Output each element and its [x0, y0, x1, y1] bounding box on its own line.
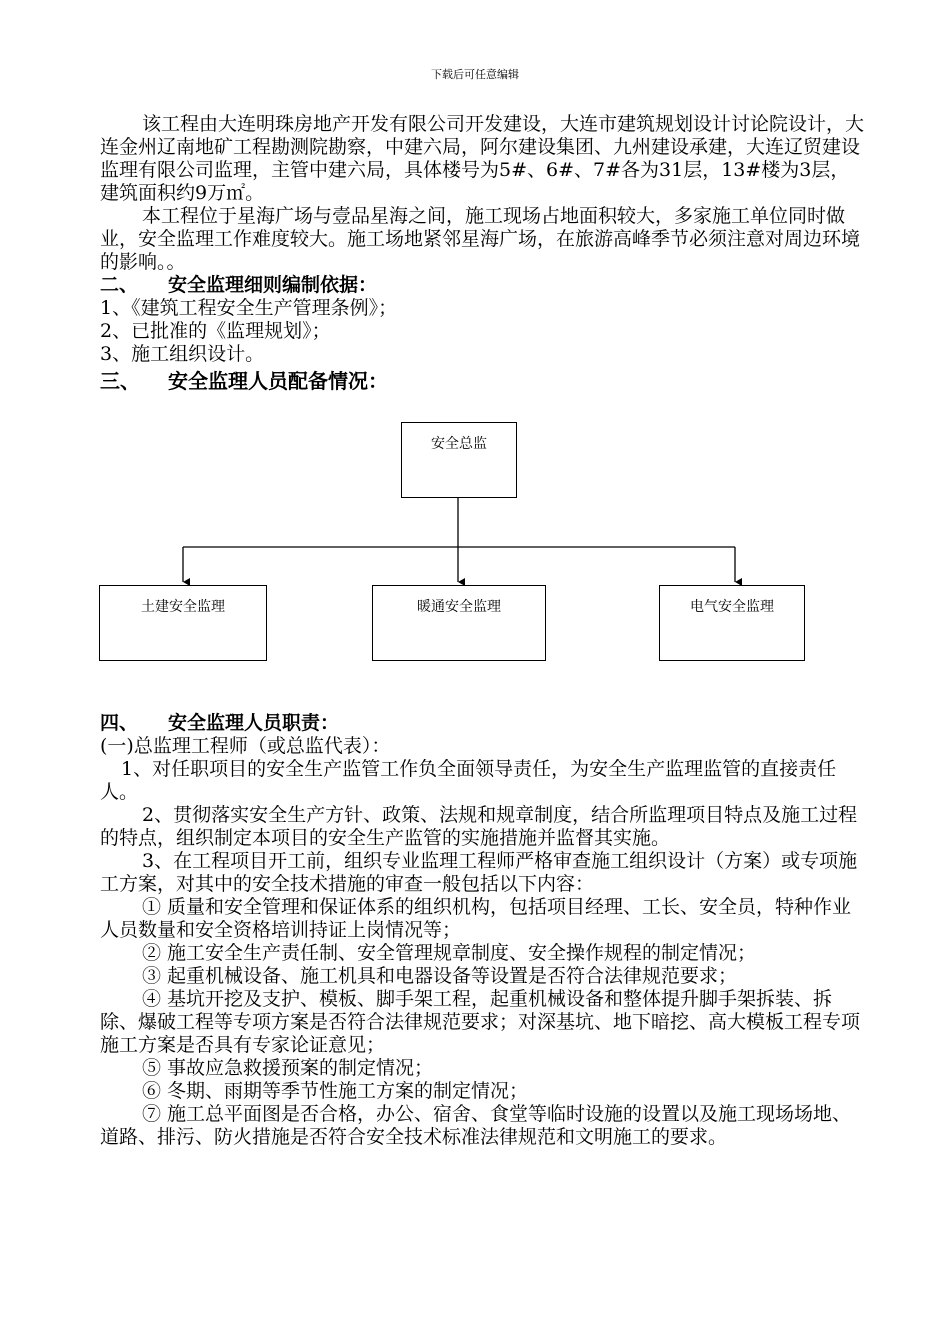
section-4 — [100, 712, 865, 1149]
intro-paragraph-2: 本工程位于星海广场与壹品星海之间，施工现场占地面积较大，多家施工单位同时做业，安全监理工作难度较大。施工场地紧邻星海广场，在旅游高峰季节必须注意对周边环境的影响。。 — [100, 205, 861, 273]
section-4-heading — [100, 712, 865, 735]
review-item: ⑦ 施工总平面图是否合格，办公、宿舍、食堂等临时设施的设置以及施工现场场地、道路、排污、防火措施是否符合安全技术标准法律规范和文明施工的要求。 — [100, 1103, 852, 1148]
review-item: ⑤ 事故应急救援预案的制定情况； — [142, 1057, 434, 1079]
org-box-civil: 土建安全监理 — [99, 585, 267, 661]
section-3-number: 三、 — [100, 369, 140, 393]
review-item: ① 质量和安全管理和保证体系的组织机构，包括项目经理、工长、安全员，特种作业人员数量和安全资格培训持证上岗情况等； — [100, 896, 852, 941]
review-item: ⑥ 冬期、雨期等季节性施工方案的制定情况； — [142, 1080, 529, 1102]
section-3-heading — [100, 370, 865, 393]
org-chart — [95, 420, 815, 665]
org-box-top: 安全总监 — [401, 422, 517, 498]
section-2-heading — [100, 274, 865, 297]
duty-paragraph-1: 1、对任职项目的安全生产监管工作负全面领导责任，为安全生产监理监管的直接责任人。 — [100, 758, 837, 803]
duty-paragraph-3: 3、在工程项目开工前，组织专业监理工程师严格审查施工组织设计（方案）或专项施工方案，对其中的安全技术措施的审查一般包括以下内容： — [100, 850, 858, 895]
review-item: ② 施工安全生产责任制、安全管理规章制度、安全操作规程的制定情况； — [142, 942, 757, 964]
basis-item: 3、施工组织设计。 — [100, 343, 265, 365]
org-box-hvac: 暖通安全监理 — [372, 585, 546, 661]
intro-section — [100, 113, 865, 393]
basis-item: 2、已批准的《监理规划》； — [100, 320, 331, 342]
section-3-title: 安全监理人员配备情况： — [168, 369, 388, 393]
review-item: ④ 基坑开挖及支护、模板、脚手架工程，起重机械设备和整体提升脚手架拆装、拆除、爆破工程等专项方案是否符合法律规范要求；对深基坑、地下暗挖、高大模板工程专项施工方案是否具有专家论证意见； — [100, 988, 861, 1056]
duty-paragraph-2: 2、贯彻落实安全生产方针、政策、法规和规章制度，结合所监理项目特点及施工过程的特点，组织制定本项目的安全生产监管的实施措施并监督其实施。 — [100, 804, 858, 849]
basis-item: 1、《建筑工程安全生产管理条例》； — [100, 297, 398, 319]
page-header: 下载后可任意编辑 — [431, 68, 519, 81]
org-box-electrical: 电气安全监理 — [659, 585, 805, 661]
section-2-number: 二、 — [100, 274, 139, 296]
review-item: ③ 起重机械设备、施工机具和电器设备等设置是否符合法律规范要求； — [142, 965, 738, 987]
section-4-title: 安全监理人员职责： — [168, 712, 340, 734]
section-4-subheading: (一)总监理工程师（或总监代表）： — [100, 735, 391, 757]
intro-paragraph-1: 该工程由大连明珠房地产开发有限公司开发建设，大连市建筑规划设计讨论院设计，大连金州辽南地矿工程勘测院勘察，中建六局，阿尔建设集团、九州建设承建，大连辽贸建设监理有限公司监理，主管中建六局，具体楼号为5#、6#、7#各为31层，13#楼为3层，建筑面积约9万㎡。 — [100, 113, 865, 204]
section-2-title: 安全监理细则编制依据： — [168, 274, 378, 296]
section-4-number: 四、 — [100, 712, 139, 734]
